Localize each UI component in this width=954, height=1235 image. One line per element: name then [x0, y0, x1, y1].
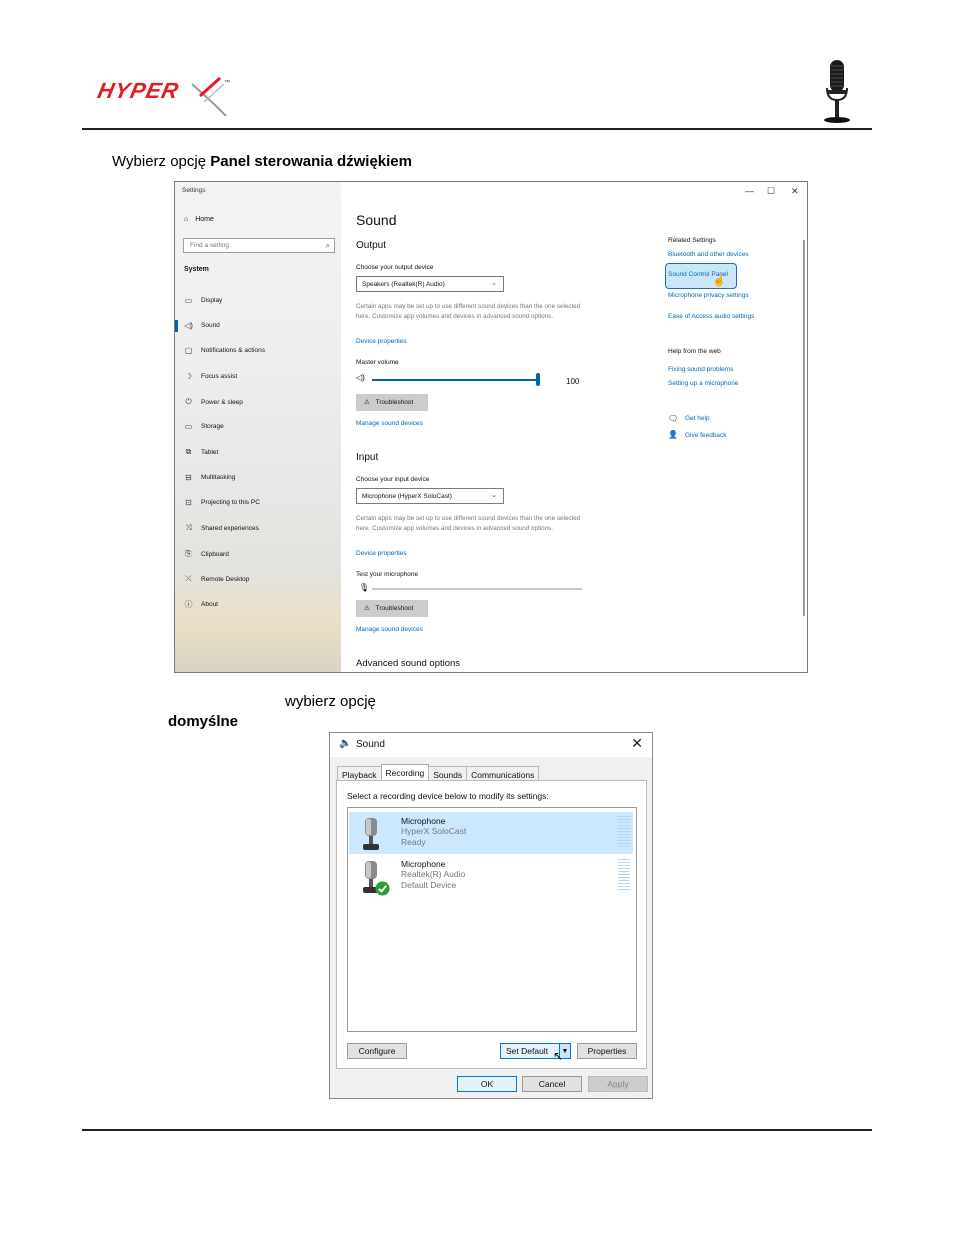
device-name: Microphone	[401, 859, 446, 869]
sidebar-item-label: Shared experiences	[201, 524, 259, 532]
bluetooth-link[interactable]: Bluetooth and other devices	[668, 251, 749, 258]
recording-device-list	[347, 807, 637, 1032]
device-driver: HyperX SoloCast	[401, 826, 467, 836]
microphone-icon: 🎙	[359, 583, 370, 592]
related-settings-panel	[668, 182, 798, 672]
set-default-button[interactable]	[500, 1043, 560, 1059]
tab-communications[interactable]: Communications	[466, 766, 539, 780]
page-title: Sound	[356, 212, 397, 228]
volume-slider-thumb[interactable]	[536, 373, 540, 386]
search-placeholder: Find a setting	[190, 242, 230, 249]
configure-button[interactable]: Configure	[347, 1043, 407, 1059]
input-device-value: Microphone (HyperX SoloCast)	[362, 493, 452, 500]
home-label: Home	[195, 216, 214, 223]
output-manage-devices-link[interactable]: Manage sound devices	[356, 420, 423, 427]
output-device-select[interactable]	[356, 276, 504, 292]
device-name: Microphone	[401, 816, 446, 826]
shared-icon: ⤨	[185, 523, 192, 532]
device-status: Ready	[401, 837, 426, 847]
dropdown-arrow-icon: ▼	[561, 1048, 569, 1055]
input-choose-label: Choose your input device	[356, 476, 430, 483]
sidebar-item-about[interactable]	[184, 599, 218, 610]
maximize-button[interactable]: ☐	[767, 186, 776, 196]
sidebar-home[interactable]	[184, 216, 214, 223]
give-feedback-link[interactable]: Give feedback	[685, 432, 727, 439]
list-item[interactable]	[349, 812, 633, 854]
input-device-select[interactable]	[356, 488, 504, 504]
step1-prefix: Wybierz opcję	[112, 153, 211, 170]
info-icon: ⓘ	[184, 600, 193, 609]
level-meter	[618, 859, 630, 891]
output-choose-label: Choose your output device	[356, 264, 434, 271]
sidebar-item-label: Display	[201, 297, 223, 304]
warning-icon: ⚠	[364, 605, 370, 612]
window-title: Settings	[182, 187, 206, 194]
mouse-cursor-icon: ↖	[553, 1049, 564, 1063]
fixing-sound-link[interactable]: Fixing sound problems	[668, 366, 734, 373]
clipboard-icon: ⎘	[185, 549, 192, 558]
dialog-tabs	[337, 764, 538, 780]
sidebar-item-power[interactable]	[184, 397, 243, 407]
minimize-button[interactable]: —	[745, 186, 754, 196]
input-device-properties-link[interactable]: Device properties	[356, 550, 407, 557]
output-device-properties-link[interactable]: Device properties	[356, 338, 407, 345]
feedback-icon: 👤	[668, 430, 678, 439]
speaker-icon: ◁)	[184, 321, 193, 330]
ok-button[interactable]: OK	[457, 1076, 517, 1092]
sidebar-item-label: Projecting to this PC	[201, 499, 260, 506]
speaker-icon: 🔈	[339, 738, 352, 749]
sidebar-item-focus-assist[interactable]	[184, 372, 237, 381]
sidebar-item-multitasking[interactable]	[184, 473, 235, 482]
sidebar-item-projecting[interactable]	[184, 498, 260, 507]
hyperx-logo	[95, 76, 234, 118]
sidebar-item-remote-desktop[interactable]	[184, 574, 249, 584]
sidebar-item-sound[interactable]	[184, 321, 220, 330]
input-troubleshoot-button[interactable]	[356, 600, 428, 617]
sound-dialog	[329, 732, 653, 1099]
dialog-titlebar	[330, 733, 652, 757]
microphone-privacy-link[interactable]: Microphone privacy settings	[668, 292, 749, 299]
sidebar-item-label: Sound	[201, 322, 220, 329]
mic-level-meter	[372, 588, 582, 590]
tab-sounds[interactable]: Sounds	[428, 766, 467, 780]
dialog-title: Sound	[356, 739, 385, 750]
sidebar-item-display[interactable]	[184, 296, 222, 305]
sidebar-item-label: About	[201, 601, 218, 608]
apply-button[interactable]: Apply	[588, 1076, 648, 1092]
output-note: Certain apps may be set up to use different sound devices than the one selected here. Customize app volumes and devices in advanced sound options.	[356, 303, 581, 320]
sidebar-item-label: Clipboard	[201, 550, 229, 558]
master-volume-slider[interactable]	[372, 379, 538, 381]
sidebar-item-label: Focus assist	[201, 373, 238, 380]
power-icon: ⏻	[185, 397, 192, 406]
recording-panel	[336, 780, 647, 1069]
sidebar-item-label: Storage	[201, 423, 224, 430]
troubleshoot-label: Troubleshoot	[375, 399, 414, 406]
help-heading: Help from the web	[668, 348, 721, 355]
warning-icon: ⚠	[364, 399, 370, 406]
logo-trademark: ™	[224, 80, 230, 86]
settings-window	[174, 181, 808, 673]
logo-text: HYPER	[95, 78, 182, 103]
test-mic-label: Test your microphone	[356, 571, 419, 578]
properties-button[interactable]: Properties	[577, 1043, 637, 1059]
tablet-icon: ⧉	[185, 447, 192, 456]
sidebar-item-label: Remote Desktop	[201, 575, 250, 583]
storage-icon: ▭	[184, 422, 193, 431]
microphone-icon	[360, 816, 382, 852]
tab-playback[interactable]: Playback	[337, 766, 382, 780]
settings-search-input[interactable]	[183, 238, 335, 253]
sidebar-item-storage[interactable]	[184, 422, 224, 431]
sidebar-item-shared[interactable]	[184, 523, 259, 533]
notifications-icon: ▢	[184, 346, 193, 355]
device-status: Default Device	[401, 880, 457, 890]
related-heading: Related Settings	[668, 237, 716, 244]
projecting-icon: ⊡	[185, 498, 192, 507]
volume-speaker-icon: ◁)	[356, 373, 365, 382]
header-rule	[82, 128, 872, 130]
setting-up-mic-link[interactable]: Setting up a microphone	[668, 380, 739, 387]
device-driver: Realtek(R) Audio	[401, 869, 466, 879]
sidebar-item-label: Power & sleep	[201, 398, 243, 406]
multitasking-icon: ⊟	[185, 473, 192, 482]
sidebar-item-clipboard[interactable]	[184, 549, 229, 559]
search-icon: ⌕	[325, 241, 330, 250]
sidebar-item-tablet[interactable]	[184, 447, 218, 457]
sidebar-item-label: Multitasking	[201, 474, 236, 481]
sidebar-item-notifications[interactable]	[184, 346, 265, 355]
step1-bold: Panel sterowania dźwiękiem	[210, 153, 412, 170]
sidebar-category: System	[184, 266, 209, 273]
chevron-down-icon: ⌄	[491, 492, 497, 499]
hand-cursor-icon: ☝	[712, 275, 726, 287]
logo-x-mark	[190, 72, 230, 116]
footer-rule	[82, 1129, 872, 1131]
input-note: Certain apps may be set up to use different sound devices than the one selected here. Customize app volumes and devices in advanced sound options.	[356, 515, 581, 532]
selected-indicator	[175, 320, 178, 332]
microphone-product-image	[822, 58, 852, 124]
tab-recording[interactable]: Recording	[381, 764, 430, 781]
chevron-down-icon: ⌄	[491, 280, 497, 287]
sound-page	[356, 182, 656, 672]
sidebar-item-label: Notifications & actions	[201, 347, 265, 354]
home-icon: ⌂	[184, 216, 189, 223]
scrollbar[interactable]	[803, 240, 805, 616]
step2-line1: wybierz opcję	[285, 693, 376, 710]
settings-sidebar	[175, 182, 341, 672]
level-meter	[618, 816, 630, 848]
list-item[interactable]	[349, 855, 633, 897]
input-manage-devices-link[interactable]: Manage sound devices	[356, 626, 423, 633]
close-button[interactable]: ✕	[791, 186, 799, 196]
step1-instruction	[112, 153, 412, 170]
output-device-value: Speakers (Realtek(R) Audio)	[362, 281, 445, 288]
get-help-link[interactable]: Get help	[685, 415, 710, 422]
ease-of-access-audio-link[interactable]: Ease of Access audio settings	[668, 313, 755, 320]
output-heading: Output	[356, 240, 387, 251]
input-heading: Input	[356, 452, 379, 463]
master-volume-label: Master volume	[356, 359, 399, 366]
display-icon: ▭	[184, 296, 193, 305]
step2-bold: domyślne	[168, 713, 239, 730]
cancel-button[interactable]: Cancel	[522, 1076, 582, 1092]
volume-value: 100	[566, 377, 580, 386]
close-icon[interactable]: ✕	[631, 735, 643, 751]
set-default-label: Set Default	[506, 1046, 549, 1056]
sidebar-item-label: Tablet	[201, 448, 219, 456]
get-help-icon: 🗨	[668, 414, 679, 423]
advanced-sound-heading[interactable]: Advanced sound options	[356, 658, 461, 669]
default-check-icon	[375, 881, 390, 896]
remote-desktop-icon: ⤫	[185, 574, 192, 583]
sound-control-panel-link[interactable]: Sound Control Panel	[668, 271, 728, 278]
recording-instruction: Select a recording device below to modify its settings:	[347, 791, 549, 801]
troubleshoot-label: Troubleshoot	[375, 605, 414, 612]
output-troubleshoot-button[interactable]	[356, 394, 428, 411]
moon-icon: ☽	[184, 372, 193, 381]
